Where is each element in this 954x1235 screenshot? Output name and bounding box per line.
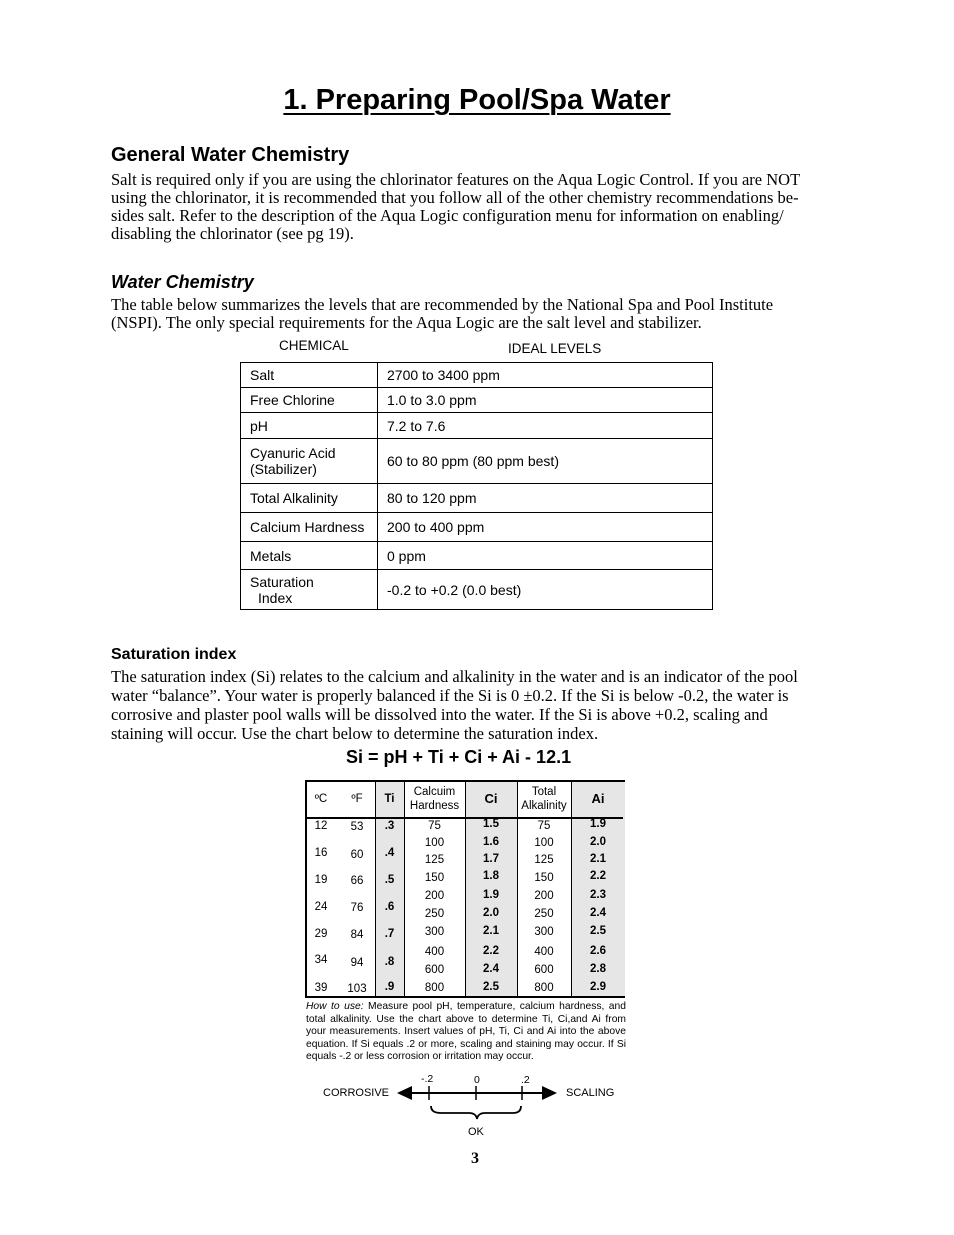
level-cell: 60 to 80 ppm (80 ppm best)	[378, 439, 713, 484]
ci-value: 2.4	[483, 963, 499, 975]
chemistry-table	[240, 362, 713, 610]
water-paragraph	[111, 296, 841, 332]
chemical-cell: Total Alkalinity	[241, 484, 378, 513]
header-celsius: ºC	[314, 793, 328, 805]
saturation-line: corrosive and plaster pool walls will be dissolved into the water. If the Si is above +0.2, scaling and	[111, 705, 768, 724]
chemical-name-line2: (Stabilizer)	[250, 461, 317, 477]
hardness-value: 100	[424, 837, 445, 849]
general-line: using the chlorinator, it is recommended that you follow all of the other chemistry recommendations be-	[111, 188, 799, 207]
fahrenheit-value: 53	[350, 821, 364, 833]
fahrenheit-value: 60	[350, 849, 364, 861]
alkalinity-value: 125	[534, 854, 554, 866]
fahrenheit-value: 84	[350, 929, 364, 941]
ci-value: 2.0	[483, 907, 499, 919]
ci-value: 1.6	[483, 836, 499, 848]
ai-value: 2.0	[590, 836, 606, 848]
general-line: disabling the chlorinator (see pg 19).	[111, 224, 354, 243]
how-to-label: How to use:	[306, 1001, 364, 1012]
chemical-cell	[241, 570, 378, 610]
celsius-value: 29	[314, 928, 328, 940]
hardness-value: 250	[424, 908, 445, 920]
corrosive-label: CORROSIVE	[323, 1087, 390, 1099]
level-cell: 80 to 120 ppm	[378, 484, 713, 513]
table-row	[241, 413, 713, 439]
ci-value: 1.7	[483, 853, 499, 865]
ci-value: 2.5	[483, 981, 499, 993]
chemical-cell: Calcium Hardness	[241, 513, 378, 542]
how-to-text: Measure pool pH, temperature, calcium hardness, and total alkalinity. Use the chart above to determine Ti, Ci,and Ai from your measurements. Insert values of pH, Ti, Ci and Ai into the above equation. If Si equals .2 or more, scaling and staining may occur. If Si equals -.2 or less corrosion or irritation may occur.	[306, 1001, 626, 1063]
table-row	[241, 484, 713, 513]
header-total: Total	[531, 786, 557, 798]
level-cell: 0 ppm	[378, 542, 713, 570]
hardness-value: 125	[424, 854, 445, 866]
level-cell: 200 to 400 ppm	[378, 513, 713, 542]
alkalinity-value: 100	[534, 837, 554, 849]
tick-label-plus: .2	[521, 1074, 530, 1086]
saturation-paragraph	[111, 667, 841, 743]
ti-value: .8	[384, 956, 395, 968]
ti-value: .3	[384, 820, 395, 832]
alkalinity-value: 200	[534, 890, 554, 902]
chemical-name: Saturation	[250, 573, 314, 590]
saturation-chart	[305, 780, 625, 998]
hardness-value: 75	[428, 820, 441, 832]
fahrenheit-value: 76	[350, 902, 364, 914]
ai-value: 1.9	[590, 818, 606, 830]
table-row	[241, 439, 713, 484]
celsius-value: 16	[314, 847, 328, 859]
alkalinity-value: 600	[534, 964, 554, 976]
general-line: sides salt. Refer to the description of the Aqua Logic configuration menu for information on enabling/	[111, 206, 784, 225]
table-row	[241, 542, 713, 570]
tick-label-minus: -.2	[421, 1073, 434, 1085]
ti-value: .4	[384, 847, 395, 859]
header-ci: Ci	[484, 791, 498, 806]
ai-value: 2.9	[590, 981, 606, 993]
alkalinity-value: 75	[537, 820, 551, 832]
celsius-value: 34	[314, 954, 328, 966]
saturation-line: The saturation index (Si) relates to the calcium and alkalinity in the water and is an indicator of the pool	[111, 667, 798, 686]
ai-value: 2.3	[590, 889, 606, 901]
ai-value: 2.5	[590, 925, 606, 937]
alkalinity-value: 300	[534, 926, 554, 938]
celsius-value: 12	[314, 820, 328, 832]
table-row	[241, 513, 713, 542]
page-number: 3	[471, 1150, 479, 1167]
ti-value: .7	[384, 928, 395, 940]
general-heading: General Water Chemistry	[111, 144, 350, 166]
header-ai: Ai	[591, 791, 605, 806]
ci-value: 1.9	[483, 889, 499, 901]
alkalinity-value: 250	[534, 908, 554, 920]
fahrenheit-value: 103	[347, 983, 367, 995]
table-row	[241, 388, 713, 413]
celsius-value: 39	[314, 982, 328, 994]
water-heading: Water Chemistry	[111, 272, 254, 292]
ti-value: .5	[384, 874, 395, 886]
chemical-cell: Metals	[241, 542, 378, 570]
level-cell: 2700 to 3400 ppm	[378, 363, 713, 388]
fahrenheit-value: 94	[350, 957, 364, 969]
general-paragraph	[111, 171, 841, 243]
ai-value: 2.2	[590, 870, 606, 882]
table-row	[241, 570, 713, 610]
balance-scale-arrow	[395, 1080, 560, 1120]
chemical-name-line2: Index	[258, 589, 293, 606]
table-row	[241, 363, 713, 388]
level-cell: -0.2 to +0.2 (0.0 best)	[378, 570, 713, 610]
header-calcium-hardness	[404, 785, 465, 813]
ai-value: 2.1	[590, 853, 606, 865]
tick-label-zero: 0	[474, 1074, 480, 1086]
header-ti: Ti	[384, 793, 395, 805]
header-alkalinity: Alkalinity	[521, 800, 567, 812]
scaling-label: SCALING	[566, 1087, 615, 1099]
chemical-cell: Salt	[241, 363, 378, 388]
header-hardness: Hardness	[409, 800, 460, 812]
hardness-value: 600	[424, 964, 445, 976]
water-line: (NSPI). The only special requirements for the Aqua Logic are the salt level and stabilizer.	[111, 313, 702, 332]
ai-value: 2.8	[590, 963, 606, 975]
hardness-value: 300	[424, 926, 445, 938]
saturation-heading: Saturation index	[111, 646, 237, 663]
level-cell: 7.2 to 7.6	[378, 413, 713, 439]
chemical-cell	[241, 439, 378, 484]
hardness-value: 800	[424, 982, 445, 994]
si-formula: Si = pH + Ti + Ci + Ai - 12.1	[346, 747, 572, 767]
ai-value: 2.4	[590, 907, 606, 919]
level-cell: 1.0 to 3.0 ppm	[378, 388, 713, 413]
hardness-value: 200	[424, 890, 445, 902]
how-to-use-note	[306, 1001, 626, 1064]
alkalinity-value: 400	[534, 946, 554, 958]
header-total-alkalinity	[517, 785, 571, 813]
header-calcium: Calcuim	[413, 786, 456, 798]
general-line: Salt is required only if you are using the chlorinator features on the Aqua Logic Control. If you are NOT	[111, 170, 801, 189]
page-title: 1. Preparing Pool/Spa Water	[283, 84, 671, 116]
ti-value: .6	[384, 901, 395, 913]
ci-value: 2.1	[483, 925, 499, 937]
chemical-name: Cyanuric Acid	[250, 445, 336, 461]
ci-value: 1.8	[483, 870, 499, 882]
celsius-value: 24	[314, 901, 328, 913]
saturation-line: staining will occur. Use the chart below to determine the saturation index.	[111, 724, 599, 743]
hardness-value: 150	[424, 872, 445, 884]
ci-value: 2.2	[483, 945, 499, 957]
ti-value: .9	[384, 981, 395, 993]
fahrenheit-value: 66	[350, 875, 364, 887]
chemical-cell: Free Chlorine	[241, 388, 378, 413]
water-line: The table below summarizes the levels that are recommended by the National Spa and Pool Institute	[111, 295, 774, 314]
celsius-value: 19	[314, 874, 328, 886]
header-fahrenheit: ºF	[351, 793, 363, 805]
saturation-line: water “balance”. Your water is properly balanced if the Si is 0 ±0.2. If the Si is below -0.2, the water is	[111, 686, 789, 705]
hardness-value: 400	[424, 946, 445, 958]
ai-value: 2.6	[590, 945, 606, 957]
ok-label: OK	[468, 1126, 484, 1138]
alkalinity-value: 150	[534, 872, 554, 884]
chemical-cell: pH	[241, 413, 378, 439]
levels-column-header: IDEAL LEVELS	[508, 341, 602, 356]
chemical-column-header: CHEMICAL	[279, 338, 349, 353]
ci-value: 1.5	[483, 818, 499, 830]
alkalinity-value: 800	[534, 982, 554, 994]
